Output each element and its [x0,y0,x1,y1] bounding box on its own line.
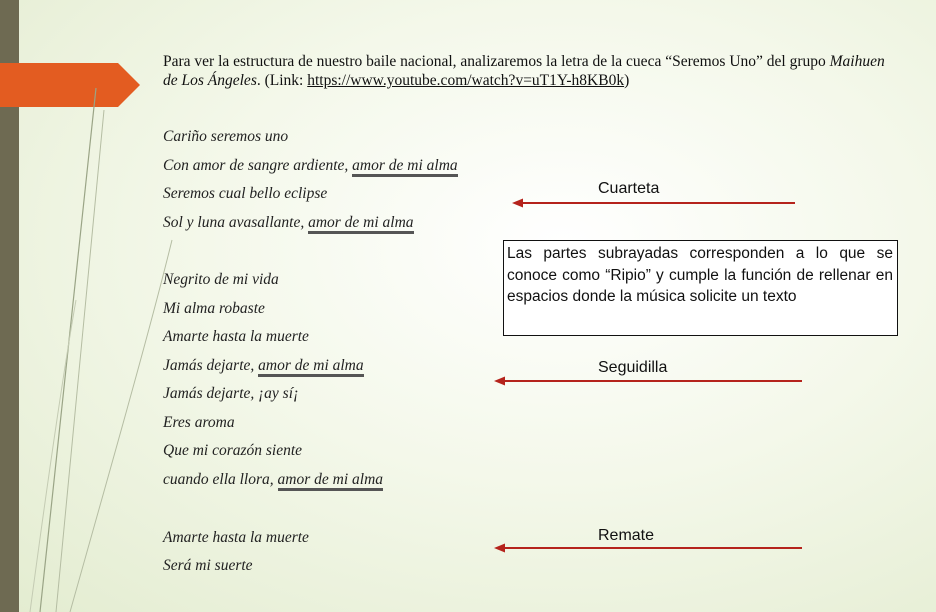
group-name: Maihuen de Los Ángeles [163,53,885,89]
intro-paragraph [163,52,898,90]
lyric-line: Seremos cual bello eclipse [163,185,328,202]
lyric-line: Sol y luna avasallante, amor de mi alma [163,214,414,232]
arrow-left-icon [494,374,804,388]
lyric-line: Negrito de mi vida [163,271,279,288]
lyric-line: Jamás dejarte, amor de mi alma [163,357,364,375]
lyric-line: Amarte hasta la muerte [163,529,309,546]
ripio-underlined: amor de mi alma [278,471,383,491]
lyric-line: Eres aroma [163,414,235,431]
lyric-line: Mi alma robaste [163,300,265,317]
lyric-line: cuando ella llora, amor de mi alma [163,471,383,489]
lyric-line: Con amor de sangre ardiente, amor de mi alma [163,157,458,175]
label-seguidilla: Seguidilla [598,359,668,376]
ripio-underlined: amor de mi alma [308,214,413,234]
lyric-line: Cariño seremos uno [163,128,289,145]
intro-text-mid: . (Link: [256,72,308,89]
lyric-line: Que mi corazón siente [163,442,303,459]
lyric-line: Amarte hasta la muerte [163,328,309,345]
ripio-underlined: amor de mi alma [352,157,457,177]
arrow-left-icon [512,196,797,210]
label-remate: Remate [598,527,655,544]
youtube-link[interactable]: https://www.youtube.com/watch?v=uT1Y-h8KB0k [307,72,625,89]
lyric-line: Será mi suerte [163,557,253,574]
lyric-line: Jamás dejarte, ¡ay sí¡ [163,385,300,402]
label-cuarteta: Cuarteta [598,180,660,197]
ripio-explanation-box: Las partes subrayadas corresponden a lo que se conoce como “Ripio” y cumple la función de rellenar en espacios donde la música solicite un texto [503,240,898,336]
intro-text-end: ) [624,72,630,89]
ripio-underlined: amor de mi alma [258,357,363,377]
intro-text: Para ver la estructura de nuestro baile nacional, analizaremos la letra de la cueca “Seremos Uno” del grupo [163,53,830,70]
arrow-left-icon [494,541,804,555]
